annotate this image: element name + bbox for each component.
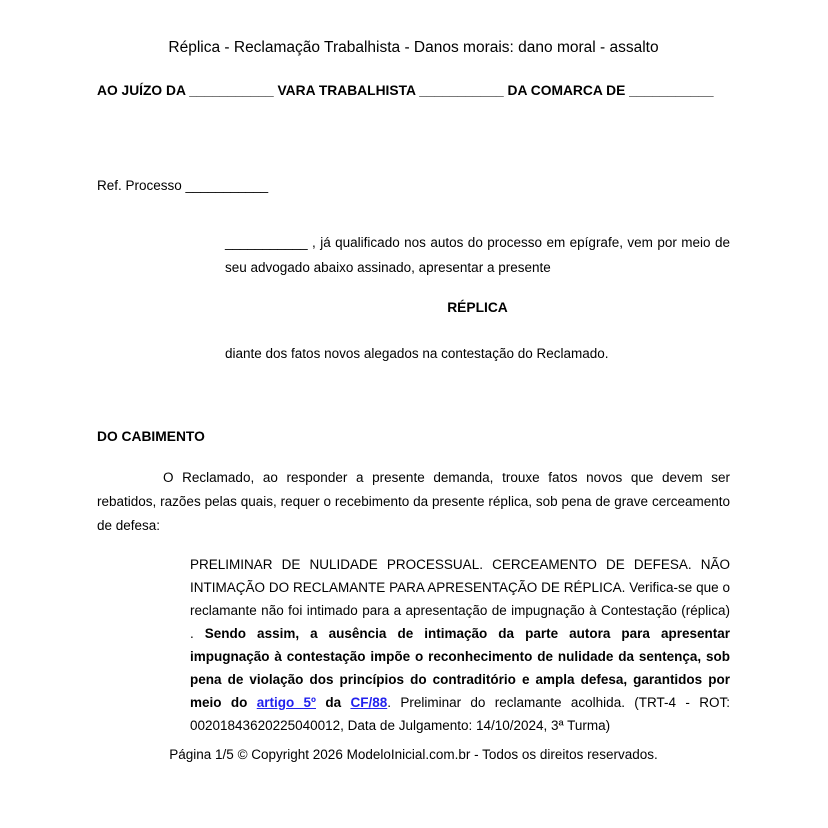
jurisprudence-quote [190, 553, 730, 737]
page-footer-copyright: Página 1/5 © Copyright 2026 ModeloInicial.com.br - Todos os direitos reservados. [169, 747, 658, 762]
link-cf-88[interactable]: CF/88 [350, 695, 388, 710]
intro-paragraph: ___________ , já qualificado nos autos do processo em epígrafe, vem por meio de seu advogado abaixo assinado, apresentar a presente [225, 235, 730, 275]
quote-bold-text: Sendo assim, a ausência de intimação da parte autora para apresentar impugnação à contestação impõe o reconhecimento de nulidade da sentença, sob pena de violação dos princípios do contraditório e ampla defesa, garantidos por meio do [190, 626, 730, 710]
process-reference-line: Ref. Processo ___________ [97, 178, 269, 193]
replica-heading: RÉPLICA [447, 300, 508, 315]
intro-tail-paragraph: diante dos fatos novos alegados na contestação do Reclamado. [225, 346, 609, 361]
court-address-line: AO JUÍZO DA ___________ VARA TRABALHISTA ___________ DA COMARCA DE ___________ [97, 83, 714, 98]
indented-section [225, 230, 730, 362]
cabimento-paragraph: O Reclamado, ao responder a presente demanda, trouxe fatos novos que devem ser rebatidos, razões pelas quais, requer o recebimento da presente réplica, sob pena de grave cerceamento de defesa: [97, 470, 730, 533]
quote-tail-text: . Preliminar do reclamante acolhida. (TRT-4 - ROT: 00201843620225040012, Data de Julgamento: 14/10/2024, 3ª Turma) [190, 695, 730, 733]
section-heading-cabimento: DO CABIMENTO [97, 429, 205, 444]
link-artigo-5[interactable]: artigo 5º [256, 695, 316, 710]
quote-bold-connector: da [316, 695, 351, 710]
document-title: Réplica - Reclamação Trabalhista - Danos morais: dano moral - assalto [168, 39, 659, 56]
quote-lead-text: PRELIMINAR DE NULIDADE PROCESSUAL. CERCEAMENTO DE DEFESA. NÃO INTIMAÇÃO DO RECLAMANTE PARA APRESENTAÇÃO DE RÉPLICA. Verifica-se que o reclamante não foi intimado para a apresentação de impugnação à Contestação (réplica) . [190, 557, 730, 641]
